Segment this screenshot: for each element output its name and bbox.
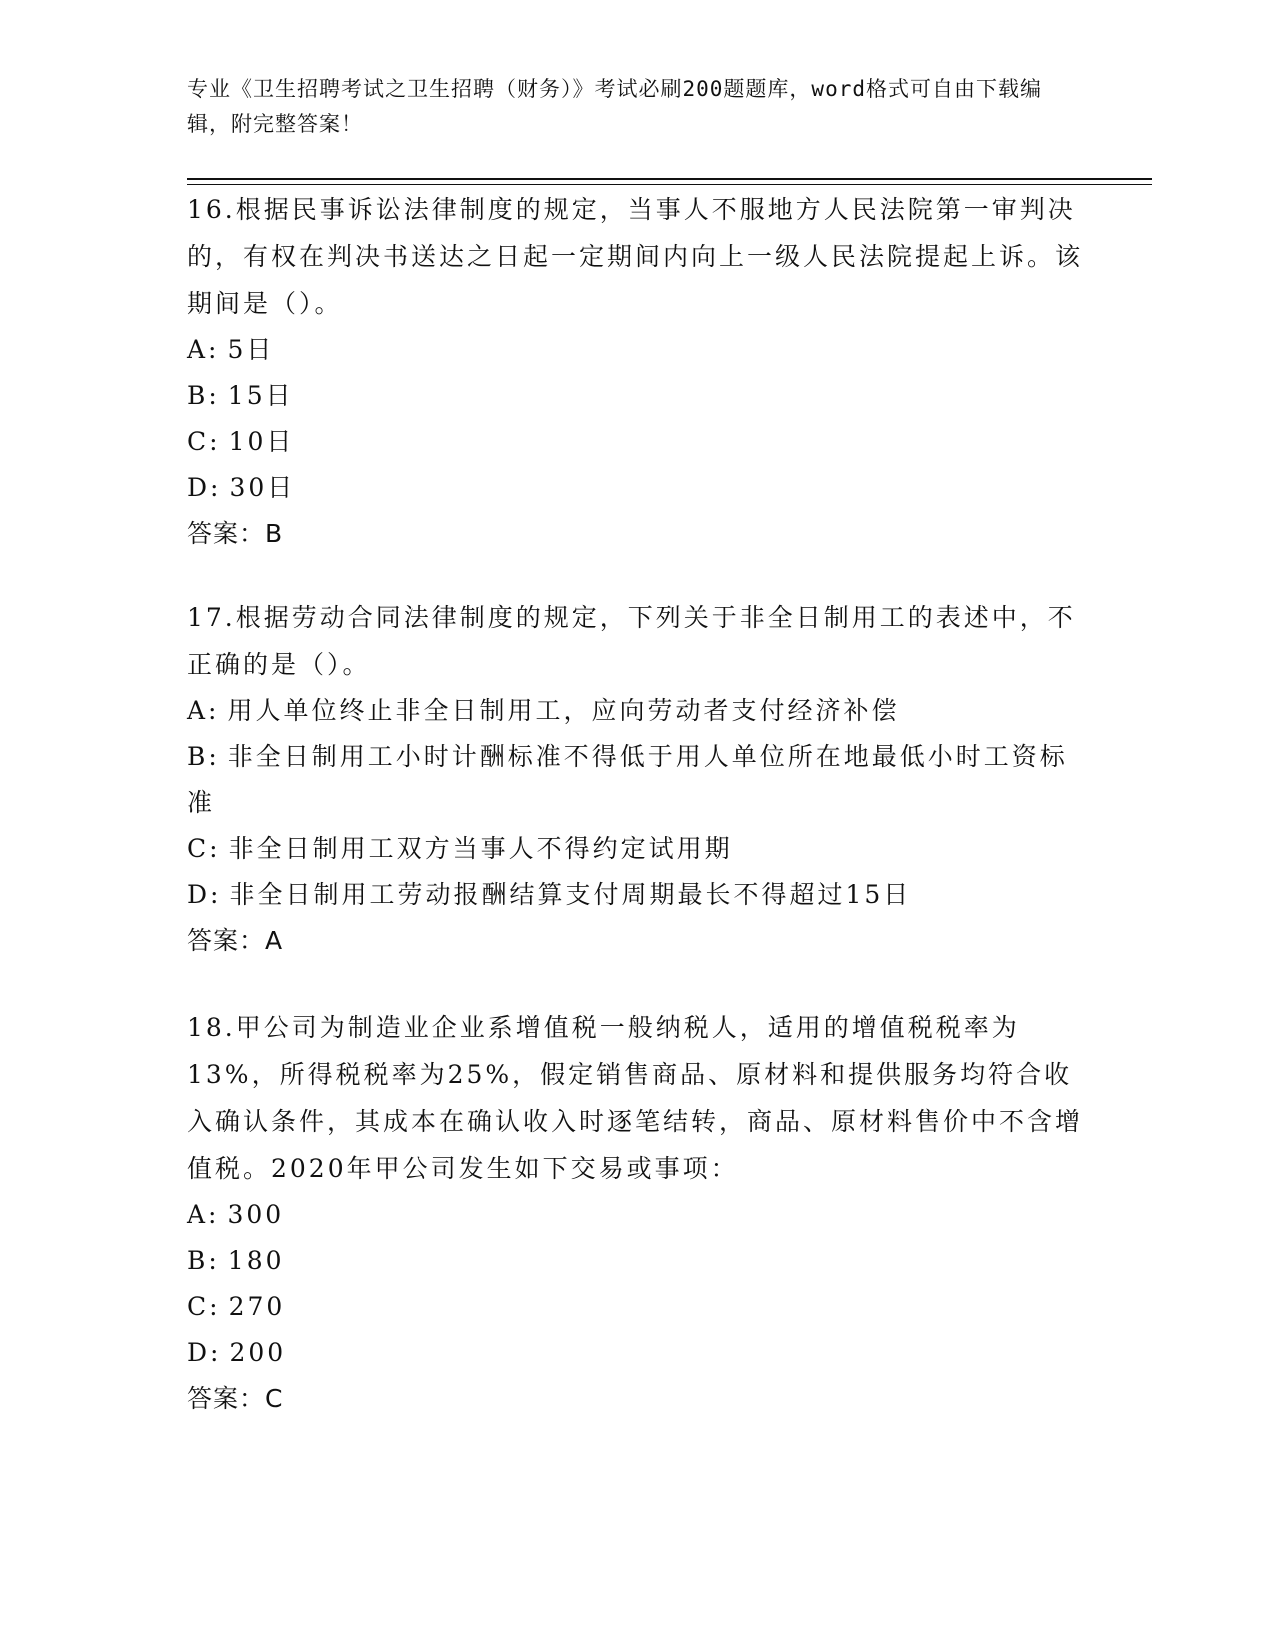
option-a: A: 5日 [187, 335, 275, 364]
option-b: B: 非全日制用工小时计酬标准不得低于用人单位所在地最低小时工资标准 [187, 742, 1068, 817]
option-b: B: 180 [187, 1246, 285, 1275]
question-stem: 16.根据民事诉讼法律制度的规定，当事人不服地方人民法院第一审判决的，有权在判决书送达之日起一定期间内向上一级人民法院提起上诉。该期间是（）。 [187, 195, 1084, 318]
answer: 答案：A [187, 926, 284, 955]
header-divider-thick [187, 178, 1152, 180]
answer: 答案：C [187, 1384, 284, 1413]
question-17 [187, 594, 1087, 964]
option-a: A: 用人单位终止非全日制用工，应向劳动者支付经济补偿 [187, 696, 900, 725]
option-d: D: 30日 [187, 473, 296, 502]
header-text: 专业《卫生招聘考试之卫生招聘（财务）》考试必刷200题题库，word格式可自由下载编辑，附完整答案！ [187, 77, 1042, 136]
option-c: C: 270 [187, 1292, 286, 1321]
answer: 答案：B [187, 519, 284, 548]
header-divider-thin [187, 184, 1152, 185]
option-b: B: 15日 [187, 381, 294, 410]
option-d: D: 200 [187, 1338, 287, 1367]
option-c: C: 10日 [187, 427, 295, 456]
question-18 [187, 1004, 1087, 1422]
option-c: C: 非全日制用工双方当事人不得约定试用期 [187, 834, 733, 863]
option-d: D: 非全日制用工劳动报酬结算支付周期最长不得超过15日 [187, 880, 912, 909]
question-stem: 17.根据劳动合同法律制度的规定，下列关于非全日制用工的表述中，不正确的是（）。 [187, 603, 1076, 679]
option-a: A: 300 [187, 1200, 285, 1229]
document-header [187, 72, 1067, 142]
question-16 [187, 186, 1087, 557]
question-stem: 18.甲公司为制造业企业系增值税一般纳税人，适用的增值税税率为13%，所得税税率为25%，假定销售商品、原材料和提供服务均符合收入确认条件，其成本在确认收入时逐笔结转，商品、原材料售价中不含增值税。2020年甲公司发生如下交易或事项： [187, 1013, 1084, 1183]
